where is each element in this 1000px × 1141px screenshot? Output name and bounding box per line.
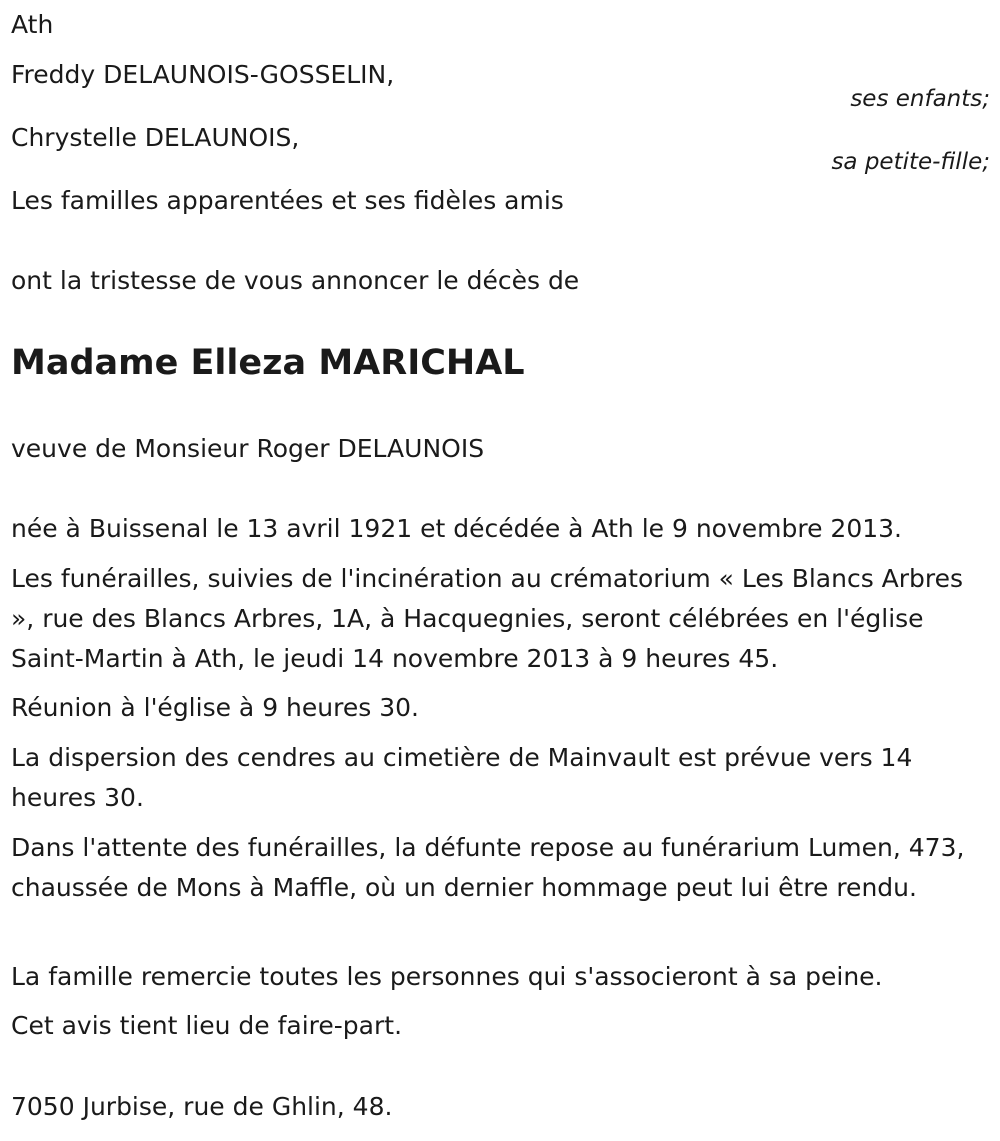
relatives-line: Les familles apparentées et ses fidèles amis — [11, 186, 564, 215]
funerarium-paragraph: Dans l'attente des funérailles, la défunte repose au funérarium Lumen, 473, chaussée de Mons à Maffle, où un dernier hommage peut lui être rendu. — [11, 833, 965, 902]
family-member-name: Freddy DELAUNOIS-GOSSELIN, — [11, 60, 395, 89]
notice-paragraph: Cet avis tient lieu de faire-part. — [11, 1011, 403, 1040]
birth-death-paragraph: née à Buissenal le 13 avril 1921 et décédée à Ath le 9 novembre 2013. — [11, 514, 902, 543]
funeral-paragraph: Les funérailles, suivies de l'incinération au crématorium « Les Blancs Arbres », rue des Blancs Arbres, 1A, à Hacquegnies, seront célébrées en l'église Saint-Martin à Ath, le jeudi 14 novembre 2013 à 9 heures 45. — [11, 564, 964, 673]
meeting-paragraph: Réunion à l'église à 9 heures 30. — [11, 693, 419, 722]
family-member-role: ses enfants; — [850, 86, 990, 112]
ashes-paragraph: La dispersion des cendres au cimetière de Mainvault est prévue vers 14 heures 30. — [11, 743, 913, 812]
announcement-line: ont la tristesse de vous annoncer le décès de — [11, 266, 580, 295]
family-member-name: Chrystelle DELAUNOIS, — [11, 123, 300, 152]
family-member-role: sa petite-fille; — [831, 149, 990, 175]
deceased-name: Madame Elleza MARICHAL — [11, 343, 525, 383]
widow-of-line: veuve de Monsieur Roger DELAUNOIS — [11, 434, 485, 463]
city-label: Ath — [11, 10, 54, 39]
thanks-paragraph: La famille remercie toutes les personnes qui s'associeront à sa peine. — [11, 962, 883, 991]
address-line: 7050 Jurbise, rue de Ghlin, 48. — [11, 1092, 393, 1121]
